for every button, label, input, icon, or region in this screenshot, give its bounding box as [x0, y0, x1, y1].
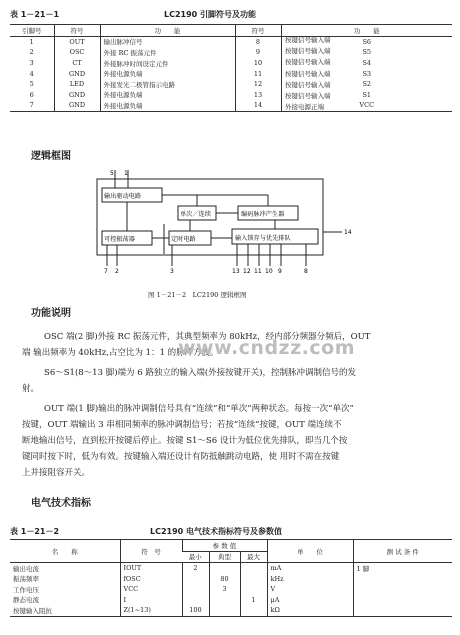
- pin-function: 按键信号输入端: [285, 47, 331, 56]
- pin-number: 2: [29, 48, 34, 57]
- pin-symbol: GND: [54, 68, 100, 79]
- block-diagram-heading: 逻辑框图: [31, 151, 71, 162]
- spec-symbol: fOSC: [120, 574, 182, 585]
- pin-label-bottom: 12: [243, 268, 251, 275]
- pin-number: 7: [10, 100, 54, 111]
- pin-symbol: S4: [281, 58, 452, 69]
- pin-label-bottom: 10: [265, 268, 273, 275]
- pin-number: 6: [29, 90, 34, 99]
- spec-condition: 1 脚: [353, 563, 452, 574]
- pin-label-right: 14: [344, 229, 352, 236]
- spec-unit: kHz: [267, 574, 353, 585]
- pin-number: 11: [235, 68, 281, 79]
- pin-number: 4: [29, 69, 34, 78]
- output-drive-label: 输出驱动电路: [104, 193, 142, 200]
- spec-typ: [209, 605, 240, 616]
- electrical-spec-table: [10, 539, 452, 617]
- pin-function: 外接 RC 振荡元件: [100, 47, 235, 58]
- pin-function: 外接电源正端: [285, 103, 324, 112]
- header-typ: 典型: [209, 551, 240, 563]
- pin-symbol: OUT: [54, 36, 100, 47]
- spec-unit: μA: [267, 595, 353, 606]
- function-paragraph-3: [22, 401, 440, 481]
- paragraph-line: 断地输出信号，直到松开按键后停止。按键 S1～S6 设计为低位优先排队，即当几个按: [22, 436, 348, 446]
- paragraph-line: 键同时按下时，低为有效。按键输入端还设计有防抵触跳动电路，使 用时不需在按键: [22, 452, 340, 462]
- table-row: [10, 574, 452, 585]
- pin-symbol: S3: [281, 68, 452, 79]
- table-row: [10, 605, 452, 616]
- table1-title: LC2190 引脚符号及功能: [164, 10, 257, 19]
- input-latch-label: 输入锁存与优先排队: [235, 235, 291, 242]
- timer-label: 定时电路: [171, 236, 196, 243]
- spec-name: 静态电流: [13, 596, 39, 605]
- pin-number: 8: [235, 36, 281, 47]
- pin-number: 3: [29, 59, 34, 68]
- pin-number: 10: [235, 58, 281, 69]
- pin-function: 外接电源负端: [100, 100, 235, 111]
- pin-number: 1: [29, 37, 34, 46]
- pin-symbol: VCC: [281, 100, 452, 111]
- pin-function: 按键信号输入端: [285, 58, 331, 67]
- pin-number: 13: [235, 90, 281, 101]
- table2-label: 表 1－21－2: [10, 527, 60, 536]
- pin-number: 5: [29, 80, 34, 89]
- spec-symbol: Z(1~13): [120, 605, 182, 616]
- right-function-column: [281, 35, 452, 113]
- pin-label-top: 1: [124, 170, 128, 177]
- spec-condition: [353, 574, 452, 585]
- pin-function: 按键信号输入端: [285, 36, 331, 44]
- spec-max: 1: [240, 595, 267, 606]
- spec-condition: [353, 605, 452, 616]
- spec-min: 2: [182, 563, 209, 574]
- spec-typ: [209, 563, 240, 574]
- paragraph-line: 按键，OUT 端输出 3 串相同频率的脉冲调制信号；若按“连续”按键，OUT 端连续不: [22, 420, 342, 430]
- spec-typ: [209, 595, 240, 606]
- table-row: [10, 563, 452, 574]
- header-symbol: 符 号: [120, 540, 182, 563]
- pin-symbol: GND: [54, 100, 100, 111]
- pin-label-bottom: 9: [278, 268, 282, 275]
- header-max: 最大: [240, 551, 267, 563]
- pin-symbol: CT: [54, 58, 100, 69]
- logic-block-diagram: [80, 166, 360, 276]
- spec-name: 振荡频率: [13, 575, 39, 584]
- header-symbol: 符号: [54, 25, 100, 37]
- pin-function: 外接电源负端: [100, 90, 235, 101]
- spec-condition: [353, 595, 452, 606]
- paragraph-line: 射。: [22, 384, 40, 394]
- spec-max: [240, 563, 267, 574]
- spec-typ: 3: [209, 584, 240, 595]
- spec-min: [182, 595, 209, 606]
- spec-max: [240, 605, 267, 616]
- paragraph-line: OSC 端(2 脚)外接 RC 振荡元件，其典型频率为 80kHz，经内部分频器分频后，OUT: [44, 332, 371, 342]
- spec-max: [240, 584, 267, 595]
- function-paragraph-2: [22, 365, 440, 397]
- table2-title: LC2190 电气技术指标符号及参数值: [150, 527, 283, 536]
- spec-name: 工作电压: [13, 585, 39, 594]
- pin-symbol: GND: [54, 90, 100, 101]
- pin-function: 外接脉冲时间设定元件: [100, 58, 235, 69]
- pin-symbol: S1: [281, 90, 452, 101]
- spec-name: 输出电流: [13, 564, 39, 573]
- paragraph-line: S6～S1(8～13 脚)端为 6 路独立的输入端(外接按键开关)，控制脉冲调制信号的发: [44, 368, 356, 378]
- pin-label-bottom: 8: [304, 268, 308, 275]
- header-param: 参 数 值: [182, 540, 267, 552]
- oscillator-label: 可控振荡器: [104, 236, 135, 243]
- spec-unit: V: [267, 584, 353, 595]
- header-unit: 单 位: [267, 540, 353, 563]
- pin-symbol: S2: [281, 79, 452, 90]
- pin-label-bottom: 7: [104, 268, 108, 275]
- function-heading: 功能说明: [31, 308, 71, 319]
- pin-label-top: 5: [110, 170, 114, 177]
- pin-function: 按键信号输入端: [285, 69, 331, 78]
- pin-symbol: S5: [281, 47, 452, 58]
- table-row: [10, 595, 452, 606]
- spec-min: 100: [182, 605, 209, 616]
- pin-label-bottom: 3: [170, 268, 174, 275]
- pin-function: 按键信号输入端: [285, 92, 331, 101]
- pin-function: 外接电源负端: [100, 68, 235, 79]
- header-condition: 测 试 条 件: [353, 540, 452, 563]
- pin-function: 输出脉冲信号: [100, 36, 235, 47]
- table1-label: 表 1－21－1: [10, 10, 60, 19]
- header-min: 最小: [182, 551, 209, 563]
- paragraph-line: OUT 端(1 脚)输出的脉冲调制信号具有“连续”和“单次”两种状态。每按一次“单次”: [44, 404, 354, 414]
- header-function: 功 能: [100, 25, 235, 37]
- pin-number: 14: [235, 100, 281, 111]
- header-symbol-2: 符号: [235, 25, 281, 37]
- spec-max: [240, 574, 267, 585]
- spec-symbol: I: [120, 595, 182, 606]
- pin-number: 12: [235, 79, 281, 90]
- spec-symbol: VCC: [120, 584, 182, 595]
- spec-unit: mA: [267, 563, 353, 574]
- header-function-2: 功 能: [281, 25, 452, 37]
- table-header-row: [10, 540, 452, 552]
- spec-unit: kΩ: [267, 605, 353, 616]
- spec-typ: 80: [209, 574, 240, 585]
- pin-number: 9: [235, 47, 281, 58]
- table-row: [10, 584, 452, 595]
- spec-name: 按键输入阻抗: [10, 605, 120, 616]
- pin-function: 按键信号输入端: [285, 80, 331, 89]
- pin-symbol: S6: [281, 36, 452, 47]
- pin-label-bottom: 13: [232, 268, 240, 275]
- paragraph-line: 上并接阻容开关。: [22, 468, 91, 478]
- pin-symbol: LED: [54, 79, 100, 90]
- spec-min: [182, 584, 209, 595]
- spec-symbol: IOUT: [120, 563, 182, 574]
- encoder-label: 编码脉冲产生器: [241, 211, 285, 218]
- header-pin: 引脚号: [10, 25, 54, 37]
- pin-function: 外接发光二极管指示电路: [100, 79, 235, 90]
- pin-symbol: OSC: [54, 47, 100, 58]
- single-continuous-label: 单次／连续: [180, 211, 211, 218]
- pin-label-bottom: 2: [115, 268, 119, 275]
- header-name: 名 称: [10, 540, 120, 563]
- paragraph-line: 端 输出频率为 40kHz,占空比为 1：1 的脉冲方波。: [22, 348, 219, 358]
- figure-caption: 图 1－21－2 LC2190 逻辑框图: [148, 291, 247, 299]
- electrical-heading: 电气技术指标: [31, 498, 91, 509]
- spec-condition: [353, 584, 452, 595]
- spec-min: [182, 574, 209, 585]
- pin-label-bottom: 11: [254, 268, 262, 275]
- watermark-text: www.cndzz.com: [178, 337, 355, 359]
